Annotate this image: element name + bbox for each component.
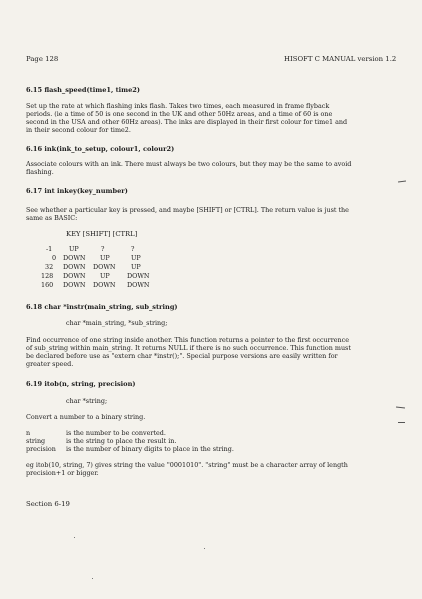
table-cell: DOWN (127, 281, 150, 289)
table-cell: DOWN (63, 254, 86, 262)
key-table-header: KEY [SHIFT] [CTRL] (66, 230, 138, 238)
table-cell: UP (100, 254, 110, 262)
table-cell: DOWN (63, 272, 86, 280)
table-cell: ? (101, 245, 105, 253)
body-line: greater speed. (26, 360, 74, 368)
example-line: precision+1 or bigger. (26, 469, 99, 477)
scan-mark (396, 407, 405, 409)
code-declaration: char *main_string, *sub_string; (66, 319, 168, 327)
section-heading-6-17: 6.17 int inkey(key_number) (26, 187, 128, 195)
running-title: HISOFT C MANUAL version 1.2 (284, 55, 397, 63)
code-declaration: char *string; (66, 397, 108, 405)
body-line: Find occurrence of one string inside another. This function returns a pointer to the first occurrence (26, 336, 350, 344)
body-line: flashing. (26, 168, 54, 176)
param-name: string (26, 437, 46, 445)
scan-speck (204, 548, 205, 549)
scan-mark (398, 422, 405, 423)
param-name: precision (26, 445, 56, 453)
body-line: Set up the rate at which flashing inks flash. Takes two times, each measured in frame flyback (26, 102, 330, 110)
body-line: second in the USA and other 60Hz areas). The inks are displayed in their first colour for time1 and (26, 118, 348, 126)
section-heading-6-16: 6.16 ink(ink_to_setup, colour1, colour2) (26, 145, 175, 153)
table-cell: 32 (45, 263, 54, 271)
body-line: See whether a particular key is pressed, and maybe [SHIFT] or [CTRL]. The return value is just the (26, 206, 349, 214)
param-desc: is the number to be converted. (66, 429, 166, 437)
table-cell: DOWN (63, 263, 86, 271)
body-line: same as BASIC: (26, 214, 78, 222)
table-cell: ? (131, 245, 135, 253)
param-name: n (26, 429, 31, 437)
table-cell: UP (131, 254, 141, 262)
param-desc: is the number of binary digits to place in the string. (66, 445, 234, 453)
scan-speck (74, 537, 75, 538)
body-line: of sub_string within main_string. It returns NULL if there is no such occurrence. This function must (26, 344, 351, 352)
table-cell: DOWN (93, 263, 116, 271)
body-line: in their second colour for time2. (26, 126, 131, 134)
section-heading-6-18: 6.18 char *instr(main_string, sub_string) (26, 303, 178, 311)
body-line: Convert a number to a binary string. (26, 413, 146, 421)
table-cell: -1 (46, 245, 53, 253)
section-footer: Section 6-19 (26, 500, 70, 508)
section-heading-6-15: 6.15 flash_speed(time1, time2) (26, 86, 140, 94)
scan-speck (92, 578, 93, 579)
scan-mark (398, 180, 406, 182)
body-line: Associate colours with an ink. There must always be two colours, but they may be the same to avoid (26, 160, 352, 168)
param-desc: is the string to place the result in. (66, 437, 177, 445)
body-line: be declared before use as "extern char *instr();". Special purpose versions are easily written for (26, 352, 338, 360)
example-line: eg itob(10, string, 7) gives string the value "0001010". "string" must be a character array of length (26, 461, 348, 469)
table-cell: DOWN (63, 281, 86, 289)
table-cell: UP (131, 263, 141, 271)
table-cell: 128 (41, 272, 54, 280)
table-cell: UP (100, 272, 110, 280)
table-cell: 160 (41, 281, 54, 289)
section-heading-6-19: 6.19 itob(n, string, precision) (26, 380, 136, 388)
table-cell: 0 (52, 254, 57, 262)
table-cell: UP (69, 245, 79, 253)
page-number: Page 128 (26, 55, 59, 63)
table-cell: DOWN (127, 272, 150, 280)
table-cell: DOWN (93, 281, 116, 289)
body-line: periods. (ie a time of 50 is one second in the UK and other 50Hz areas, and a time of 60 is one (26, 110, 333, 118)
